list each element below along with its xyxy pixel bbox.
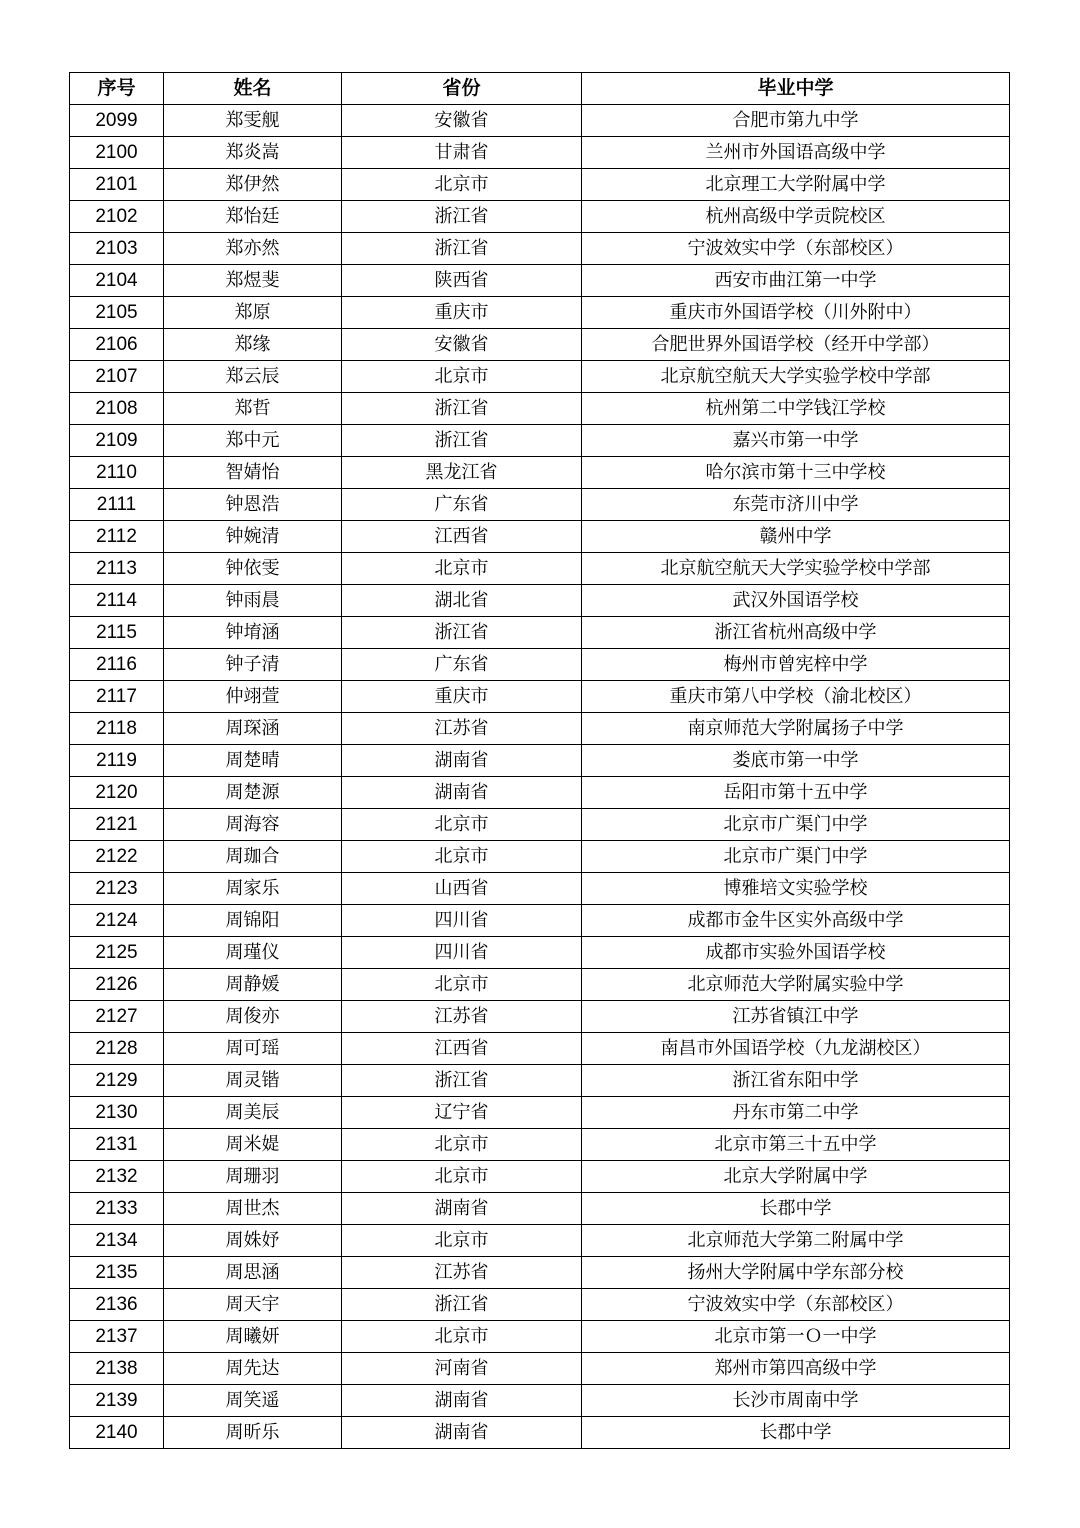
cell-province: 浙江省 [342, 1065, 582, 1097]
cell-name: 周天宇 [164, 1289, 342, 1321]
cell-no: 2118 [70, 713, 164, 745]
table-row [70, 617, 1010, 649]
cell-school: 南京师范大学附属扬子中学 [582, 713, 1010, 745]
header-name: 姓名 [164, 73, 342, 105]
cell-province: 江苏省 [342, 1001, 582, 1033]
cell-no: 2110 [70, 457, 164, 489]
table-row [70, 1225, 1010, 1257]
table-row [70, 1193, 1010, 1225]
cell-school: 北京理工大学附属中学 [582, 169, 1010, 201]
cell-province: 重庆市 [342, 297, 582, 329]
cell-name: 郑伊然 [164, 169, 342, 201]
cell-no: 2112 [70, 521, 164, 553]
cell-school: 北京航空航天大学实验学校中学部 [582, 361, 1010, 393]
cell-name: 周楚源 [164, 777, 342, 809]
table-row [70, 1161, 1010, 1193]
cell-school: 哈尔滨市第十三中学校 [582, 457, 1010, 489]
header-school: 毕业中学 [582, 73, 1010, 105]
cell-name: 周珊羽 [164, 1161, 342, 1193]
cell-name: 郑中元 [164, 425, 342, 457]
table-row [70, 1129, 1010, 1161]
cell-school: 嘉兴市第一中学 [582, 425, 1010, 457]
cell-name: 周姝妤 [164, 1225, 342, 1257]
table-row [70, 1065, 1010, 1097]
cell-province: 安徽省 [342, 329, 582, 361]
cell-no: 2135 [70, 1257, 164, 1289]
cell-school: 宁波效实中学（东部校区） [582, 233, 1010, 265]
cell-province: 黑龙江省 [342, 457, 582, 489]
table-row [70, 1033, 1010, 1065]
table-row [70, 1353, 1010, 1385]
cell-province: 重庆市 [342, 681, 582, 713]
cell-province: 广东省 [342, 649, 582, 681]
cell-name: 郑雯舰 [164, 105, 342, 137]
cell-school: 浙江省东阳中学 [582, 1065, 1010, 1097]
table-row [70, 681, 1010, 713]
cell-province: 甘肃省 [342, 137, 582, 169]
cell-no: 2133 [70, 1193, 164, 1225]
cell-no: 2122 [70, 841, 164, 873]
cell-school: 重庆市第八中学校（渝北校区） [582, 681, 1010, 713]
header-no: 序号 [70, 73, 164, 105]
cell-province: 浙江省 [342, 201, 582, 233]
cell-province: 湖南省 [342, 745, 582, 777]
cell-school: 宁波效实中学（东部校区） [582, 1289, 1010, 1321]
cell-school: 长郡中学 [582, 1417, 1010, 1449]
cell-school: 成都市实验外国语学校 [582, 937, 1010, 969]
cell-name: 周静媛 [164, 969, 342, 1001]
cell-no: 2108 [70, 393, 164, 425]
table-row [70, 1321, 1010, 1353]
cell-province: 江苏省 [342, 713, 582, 745]
table-row [70, 1417, 1010, 1449]
cell-province: 陕西省 [342, 265, 582, 297]
cell-school: 合肥世界外国语学校（经开中学部） [582, 329, 1010, 361]
cell-name: 周灵锴 [164, 1065, 342, 1097]
cell-school: 杭州第二中学钱江学校 [582, 393, 1010, 425]
table-row [70, 425, 1010, 457]
table-row [70, 329, 1010, 361]
cell-school: 西安市曲江第一中学 [582, 265, 1010, 297]
cell-school: 长郡中学 [582, 1193, 1010, 1225]
cell-school: 博雅培文实验学校 [582, 873, 1010, 905]
cell-province: 四川省 [342, 937, 582, 969]
cell-no: 2104 [70, 265, 164, 297]
cell-no: 2124 [70, 905, 164, 937]
cell-school: 北京市第三十五中学 [582, 1129, 1010, 1161]
cell-school: 北京师范大学第二附属中学 [582, 1225, 1010, 1257]
cell-no: 2130 [70, 1097, 164, 1129]
cell-name: 周可瑶 [164, 1033, 342, 1065]
cell-name: 钟雨晨 [164, 585, 342, 617]
cell-no: 2121 [70, 809, 164, 841]
cell-name: 郑煜斐 [164, 265, 342, 297]
cell-school: 武汉外国语学校 [582, 585, 1010, 617]
cell-school: 东莞市济川中学 [582, 489, 1010, 521]
cell-province: 北京市 [342, 553, 582, 585]
cell-name: 周俊亦 [164, 1001, 342, 1033]
cell-name: 周琛涵 [164, 713, 342, 745]
cell-school: 梅州市曾宪梓中学 [582, 649, 1010, 681]
table-row [70, 105, 1010, 137]
cell-no: 2137 [70, 1321, 164, 1353]
cell-school: 南昌市外国语学校（九龙湖校区） [582, 1033, 1010, 1065]
cell-no: 2117 [70, 681, 164, 713]
cell-province: 浙江省 [342, 617, 582, 649]
cell-no: 2105 [70, 297, 164, 329]
cell-no: 2129 [70, 1065, 164, 1097]
cell-no: 2109 [70, 425, 164, 457]
table-row [70, 137, 1010, 169]
table-row [70, 1385, 1010, 1417]
cell-school: 北京航空航天大学实验学校中学部 [582, 553, 1010, 585]
table-row [70, 937, 1010, 969]
cell-province: 河南省 [342, 1353, 582, 1385]
cell-province: 湖南省 [342, 1417, 582, 1449]
cell-province: 北京市 [342, 809, 582, 841]
cell-province: 湖北省 [342, 585, 582, 617]
cell-province: 江西省 [342, 1033, 582, 1065]
cell-school: 北京市广渠门中学 [582, 809, 1010, 841]
cell-province: 浙江省 [342, 233, 582, 265]
cell-name: 郑炎嵩 [164, 137, 342, 169]
table-row [70, 841, 1010, 873]
table-row [70, 233, 1010, 265]
cell-name: 周瑾仪 [164, 937, 342, 969]
cell-name: 周思涵 [164, 1257, 342, 1289]
cell-province: 湖南省 [342, 1193, 582, 1225]
cell-province: 北京市 [342, 1225, 582, 1257]
cell-name: 周笑遥 [164, 1385, 342, 1417]
table-row [70, 553, 1010, 585]
cell-no: 2127 [70, 1001, 164, 1033]
table-row [70, 169, 1010, 201]
roster-table [69, 72, 1010, 1449]
cell-province: 湖南省 [342, 1385, 582, 1417]
cell-name: 郑缘 [164, 329, 342, 361]
cell-no: 2107 [70, 361, 164, 393]
table-row [70, 585, 1010, 617]
cell-name: 周米媞 [164, 1129, 342, 1161]
cell-province: 山西省 [342, 873, 582, 905]
cell-school: 赣州中学 [582, 521, 1010, 553]
cell-province: 北京市 [342, 1129, 582, 1161]
cell-name: 周楚晴 [164, 745, 342, 777]
cell-province: 安徽省 [342, 105, 582, 137]
cell-no: 2113 [70, 553, 164, 585]
cell-name: 钟依雯 [164, 553, 342, 585]
cell-no: 2119 [70, 745, 164, 777]
cell-no: 2101 [70, 169, 164, 201]
cell-no: 2106 [70, 329, 164, 361]
cell-school: 成都市金牛区实外高级中学 [582, 905, 1010, 937]
cell-no: 2111 [70, 489, 164, 521]
table-row [70, 1289, 1010, 1321]
cell-province: 浙江省 [342, 1289, 582, 1321]
cell-province: 北京市 [342, 841, 582, 873]
cell-no: 2132 [70, 1161, 164, 1193]
cell-school: 北京市广渠门中学 [582, 841, 1010, 873]
cell-no: 2139 [70, 1385, 164, 1417]
cell-school: 北京师范大学附属实验中学 [582, 969, 1010, 1001]
table-row [70, 809, 1010, 841]
cell-no: 2138 [70, 1353, 164, 1385]
cell-name: 智婧怡 [164, 457, 342, 489]
table-row [70, 521, 1010, 553]
cell-name: 周昕乐 [164, 1417, 342, 1449]
cell-no: 2126 [70, 969, 164, 1001]
cell-name: 郑亦然 [164, 233, 342, 265]
cell-name: 郑怡廷 [164, 201, 342, 233]
cell-name: 周海容 [164, 809, 342, 841]
cell-name: 周曦妍 [164, 1321, 342, 1353]
cell-name: 周锦阳 [164, 905, 342, 937]
table-body [70, 105, 1010, 1449]
cell-province: 北京市 [342, 1321, 582, 1353]
cell-province: 北京市 [342, 969, 582, 1001]
cell-school: 浙江省杭州高级中学 [582, 617, 1010, 649]
table-row [70, 649, 1010, 681]
cell-school: 合肥市第九中学 [582, 105, 1010, 137]
table-row [70, 393, 1010, 425]
table-row [70, 969, 1010, 1001]
cell-school: 杭州高级中学贡院校区 [582, 201, 1010, 233]
cell-name: 周美辰 [164, 1097, 342, 1129]
table-row [70, 905, 1010, 937]
cell-no: 2128 [70, 1033, 164, 1065]
cell-no: 2136 [70, 1289, 164, 1321]
cell-no: 2134 [70, 1225, 164, 1257]
cell-province: 北京市 [342, 1161, 582, 1193]
table-row [70, 713, 1010, 745]
cell-province: 北京市 [342, 169, 582, 201]
cell-no: 2099 [70, 105, 164, 137]
cell-no: 2131 [70, 1129, 164, 1161]
table-row [70, 777, 1010, 809]
table-row [70, 1097, 1010, 1129]
cell-no: 2115 [70, 617, 164, 649]
cell-name: 周先达 [164, 1353, 342, 1385]
cell-province: 浙江省 [342, 393, 582, 425]
table-row [70, 873, 1010, 905]
cell-no: 2100 [70, 137, 164, 169]
cell-name: 周家乐 [164, 873, 342, 905]
cell-school: 长沙市周南中学 [582, 1385, 1010, 1417]
table-row [70, 1001, 1010, 1033]
cell-name: 郑原 [164, 297, 342, 329]
cell-name: 钟婉清 [164, 521, 342, 553]
cell-school: 兰州市外国语高级中学 [582, 137, 1010, 169]
cell-no: 2103 [70, 233, 164, 265]
cell-name: 郑云辰 [164, 361, 342, 393]
table-row [70, 297, 1010, 329]
cell-province: 四川省 [342, 905, 582, 937]
cell-province: 广东省 [342, 489, 582, 521]
cell-school: 北京大学附属中学 [582, 1161, 1010, 1193]
cell-province: 江西省 [342, 521, 582, 553]
cell-no: 2116 [70, 649, 164, 681]
table-row [70, 745, 1010, 777]
cell-school: 郑州市第四高级中学 [582, 1353, 1010, 1385]
table-header [70, 73, 1010, 105]
cell-name: 郑哲 [164, 393, 342, 425]
cell-school: 重庆市外国语学校（川外附中） [582, 297, 1010, 329]
header-row [70, 73, 1010, 105]
cell-province: 湖南省 [342, 777, 582, 809]
cell-name: 钟恩浩 [164, 489, 342, 521]
cell-school: 岳阳市第十五中学 [582, 777, 1010, 809]
cell-province: 辽宁省 [342, 1097, 582, 1129]
cell-no: 2102 [70, 201, 164, 233]
cell-name: 仲翊萱 [164, 681, 342, 713]
cell-school: 北京市第一Ｏ一中学 [582, 1321, 1010, 1353]
table-row [70, 361, 1010, 393]
table-row [70, 265, 1010, 297]
cell-no: 2123 [70, 873, 164, 905]
cell-no: 2120 [70, 777, 164, 809]
cell-school: 娄底市第一中学 [582, 745, 1010, 777]
cell-no: 2140 [70, 1417, 164, 1449]
table-row [70, 457, 1010, 489]
cell-province: 北京市 [342, 361, 582, 393]
table-row [70, 489, 1010, 521]
cell-no: 2114 [70, 585, 164, 617]
cell-province: 浙江省 [342, 425, 582, 457]
cell-name: 周珈合 [164, 841, 342, 873]
cell-name: 钟堉涵 [164, 617, 342, 649]
table-row [70, 201, 1010, 233]
cell-name: 钟子清 [164, 649, 342, 681]
cell-school: 扬州大学附属中学东部分校 [582, 1257, 1010, 1289]
cell-school: 丹东市第二中学 [582, 1097, 1010, 1129]
cell-name: 周世杰 [164, 1193, 342, 1225]
header-province: 省份 [342, 73, 582, 105]
cell-school: 江苏省镇江中学 [582, 1001, 1010, 1033]
cell-no: 2125 [70, 937, 164, 969]
table-row [70, 1257, 1010, 1289]
cell-province: 江苏省 [342, 1257, 582, 1289]
